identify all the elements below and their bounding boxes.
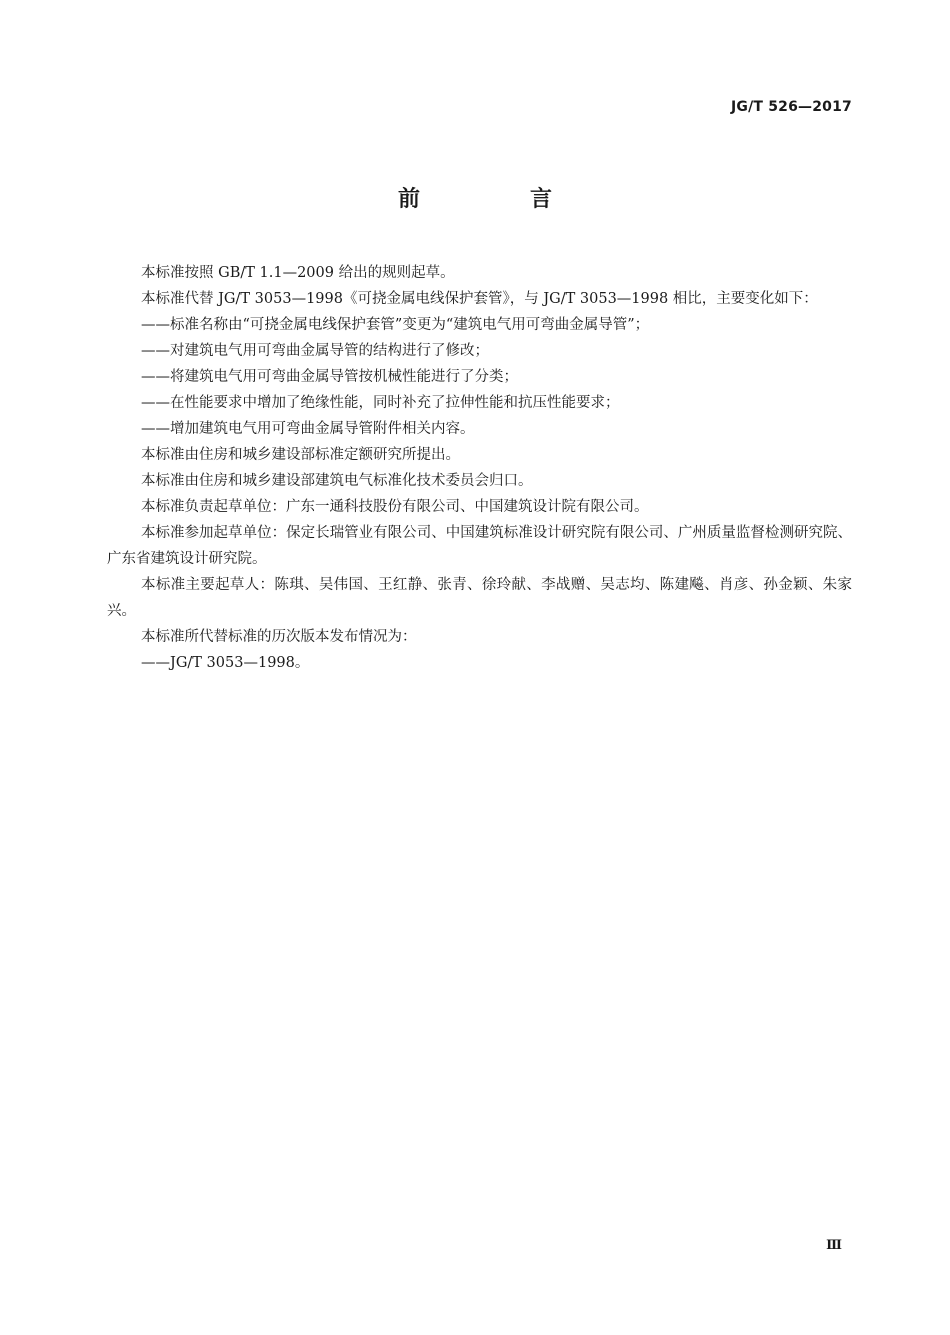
paragraph: 本标准由住房和城乡建设部建筑电气标准化技术委员会归口。 — [141, 473, 533, 489]
paragraph: 本标准代替 JG/T 3053—1998《可挠金属电线保护套管》，与 JG/T 3053—1998 相比，主要变化如下： — [141, 291, 818, 307]
paragraph: 本标准主要起草人：陈琪、吴伟国、王红静、张青、徐玲献、李战赠、吴志均、陈建飚、肖彦、孙金颖、朱家兴。 — [107, 577, 852, 619]
paragraph: 本标准负责起草单位：广东一通科技股份有限公司、中国建筑设计院有限公司。 — [141, 499, 649, 515]
change-item: ——增加建筑电气用可弯曲金属导管附件相关内容。 — [141, 421, 475, 437]
paragraph: 本标准参加起草单位：保定长瑞管业有限公司、中国建筑标准设计研究院有限公司、广州质量监督检测研究院、广东省建筑设计研究院。 — [107, 525, 852, 567]
history-item: ——JG/T 3053—1998。 — [141, 655, 310, 671]
page-title: 前 言 — [397, 187, 596, 212]
change-item: ——标准名称由“可挠金属电线保护套管”变更为“建筑电气用可弯曲金属导管”； — [141, 317, 650, 333]
change-item: ——将建筑电气用可弯曲金属导管按机械性能进行了分类； — [141, 369, 518, 385]
change-item: ——在性能要求中增加了绝缘性能，同时补充了拉伸性能和抗压性能要求； — [141, 395, 620, 411]
change-item: ——对建筑电气用可弯曲金属导管的结构进行了修改； — [141, 343, 489, 359]
paragraph: 本标准按照 GB/T 1.1—2009 给出的规则起草。 — [141, 265, 455, 281]
preface-body — [107, 260, 852, 676]
standard-code: JG/T 526—2017 — [730, 99, 852, 115]
paragraph: 本标准由住房和城乡建设部标准定额研究所提出。 — [141, 447, 460, 463]
page-number: Ⅲ — [826, 1238, 842, 1253]
paragraph: 本标准所代替标准的历次版本发布情况为： — [141, 629, 417, 645]
